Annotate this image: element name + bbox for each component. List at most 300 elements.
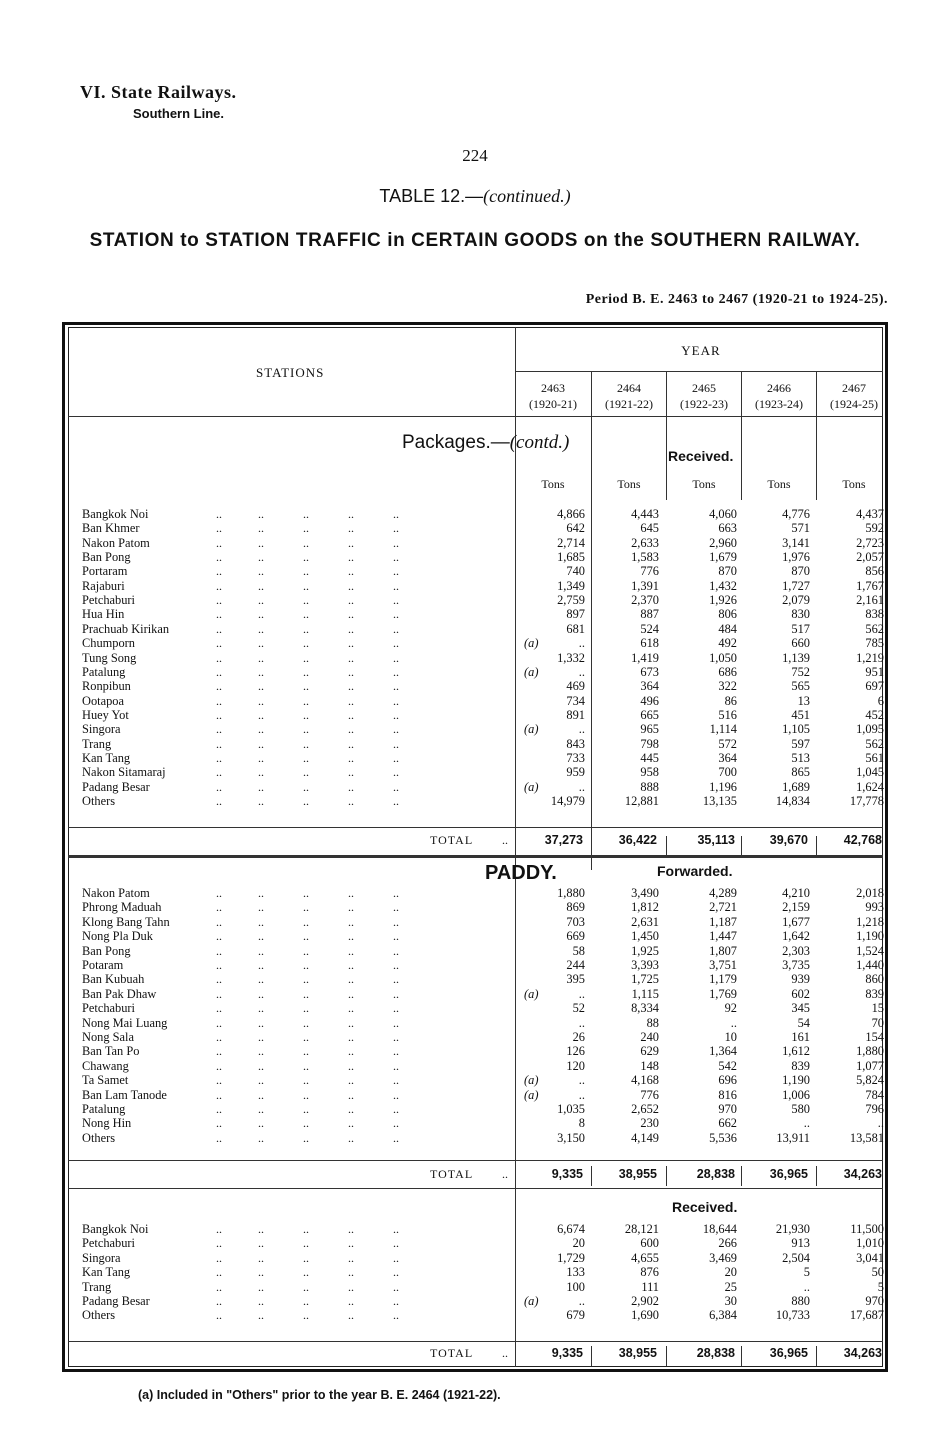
cell-value: 642 bbox=[566, 521, 585, 536]
unit-label: Tons bbox=[541, 477, 565, 491]
total-value: 36,422 bbox=[618, 833, 657, 847]
cell-value: 13,581 bbox=[849, 1130, 884, 1145]
cell-value: 2,159 bbox=[782, 900, 810, 915]
cell-value: 562 bbox=[865, 621, 884, 636]
year-column-header-2467 bbox=[816, 380, 892, 412]
year-ad: (1923-24) bbox=[755, 397, 803, 411]
paddy-forwarded-row bbox=[0, 958, 950, 972]
cell-value: 839 bbox=[791, 1058, 810, 1073]
year-be: 2463 bbox=[541, 381, 565, 395]
footnote: (a) Included in "Others" prior to the year B. E. 2464 (1921-22). bbox=[138, 1388, 501, 1402]
cell-value: 1,035 bbox=[557, 1102, 585, 1116]
cell-value: 700 bbox=[718, 765, 737, 780]
leader-dots: .. .. .. .. .. bbox=[216, 550, 399, 565]
leader-dots: .. .. .. .. .. bbox=[216, 1294, 399, 1308]
row-rule bbox=[68, 1160, 883, 1161]
year-be: 2466 bbox=[767, 381, 791, 395]
cell-value: 1,139 bbox=[782, 650, 810, 665]
cell-value: 20 bbox=[724, 1265, 737, 1280]
cell-value: 897 bbox=[566, 607, 585, 622]
cell-value: 8,334 bbox=[631, 1001, 659, 1016]
cell-value: 1,880 bbox=[856, 1044, 884, 1059]
station-name: Ban Lam Tanode bbox=[82, 1087, 167, 1102]
cell-value: 1,364 bbox=[709, 1044, 737, 1059]
cell-value: 1,332 bbox=[557, 650, 585, 665]
cell-value: 120 bbox=[566, 1058, 585, 1073]
total-label: TOTAL bbox=[430, 833, 474, 847]
cell-value: 1,729 bbox=[557, 1250, 585, 1265]
paddy-received-row bbox=[0, 1294, 950, 1308]
station-name: Nong Hin bbox=[82, 1116, 132, 1131]
cell-value: 839 bbox=[865, 986, 884, 1001]
table-continued: (continued.) bbox=[483, 186, 571, 206]
station-name: Huey Yot bbox=[82, 707, 129, 722]
year-column-header-2463 bbox=[515, 380, 591, 412]
leader-dots: .. .. .. .. .. bbox=[216, 1030, 399, 1044]
station-name: Nakon Patom bbox=[82, 535, 150, 550]
station-name: Rajaburi bbox=[82, 578, 125, 593]
cell-value: 10,733 bbox=[775, 1308, 810, 1323]
station-name: Padang Besar bbox=[82, 779, 150, 794]
year-ad: (1920-21) bbox=[529, 397, 577, 411]
year-column-header-2464 bbox=[591, 380, 667, 412]
cell-value: 1,679 bbox=[709, 550, 737, 565]
cell-value: 4,655 bbox=[631, 1250, 659, 1265]
stations-header: STATIONS bbox=[256, 365, 325, 380]
total-value: 28,838 bbox=[696, 1346, 735, 1360]
cell-value: 1,690 bbox=[631, 1308, 659, 1323]
cell-value: 970 bbox=[865, 1294, 884, 1308]
station-name: Ban Pong bbox=[82, 550, 131, 565]
cell-value: 663 bbox=[718, 521, 737, 536]
paddy-forwarded-row bbox=[0, 1044, 950, 1058]
row-rule bbox=[68, 1341, 883, 1342]
paddy-received-row bbox=[0, 1280, 950, 1294]
station-name: Phrong Maduah bbox=[82, 900, 162, 915]
cell-value: 524 bbox=[640, 621, 659, 636]
year-be: 2464 bbox=[617, 381, 641, 395]
cell-value: 240 bbox=[640, 1030, 659, 1044]
unit-label: Tons bbox=[617, 477, 641, 491]
cell-value: 1,524 bbox=[856, 943, 884, 958]
cell-value: 2,018 bbox=[856, 886, 884, 900]
cell-value: 562 bbox=[865, 736, 884, 751]
cell-value: 571 bbox=[791, 521, 810, 536]
cell-value: 4,776 bbox=[782, 507, 810, 521]
section-subtitle: Southern Line. bbox=[133, 106, 224, 121]
cell-value: 776 bbox=[640, 1087, 659, 1102]
cell-value: 959 bbox=[566, 765, 585, 780]
station-name: Petchaburi bbox=[82, 1236, 135, 1251]
cell-value: 50 bbox=[871, 1265, 884, 1280]
cell-value: 70 bbox=[871, 1015, 884, 1030]
cell-value: 752 bbox=[791, 664, 810, 679]
paddy-forwarded-row bbox=[0, 944, 950, 958]
paddy-forwarded-row bbox=[0, 1001, 950, 1015]
cell-value: 1,725 bbox=[631, 972, 659, 987]
cell-value: 572 bbox=[718, 736, 737, 751]
total-value: 36,965 bbox=[769, 1167, 808, 1181]
packages-row bbox=[0, 665, 950, 679]
cell-value: 4,168 bbox=[631, 1073, 659, 1088]
total-value: 9,335 bbox=[551, 1167, 583, 1181]
cell-value: 13 bbox=[797, 693, 810, 708]
paddy-forwarded-row bbox=[0, 1088, 950, 1102]
paddy-forwarded-row bbox=[0, 1116, 950, 1130]
station-name: Ronpibun bbox=[82, 679, 131, 694]
cell-value: .. bbox=[578, 986, 585, 1001]
cell-value: 600 bbox=[640, 1236, 659, 1251]
cell-value: 244 bbox=[566, 958, 585, 972]
leader-dots: .. .. .. .. .. bbox=[216, 736, 399, 751]
paddy-title: PADDY. bbox=[485, 862, 557, 884]
leader-dots: .. .. .. .. .. bbox=[216, 914, 399, 929]
cell-value: .. bbox=[578, 1087, 585, 1102]
cell-value: 3,393 bbox=[631, 958, 659, 972]
paddy-forwarded-row bbox=[0, 900, 950, 914]
cell-value: 542 bbox=[718, 1058, 737, 1073]
station-name: Ta Samet bbox=[82, 1073, 129, 1088]
cell-value: 796 bbox=[865, 1102, 884, 1116]
cell-value: 830 bbox=[791, 607, 810, 622]
total-value: 28,838 bbox=[696, 1167, 735, 1181]
packages-row bbox=[0, 579, 950, 593]
station-name: Padang Besar bbox=[82, 1294, 150, 1308]
packages-row bbox=[0, 521, 950, 535]
cell-value: 843 bbox=[566, 736, 585, 751]
cell-value: 734 bbox=[566, 693, 585, 708]
cell-value: 1,450 bbox=[631, 929, 659, 944]
paddy-forwarded-row bbox=[0, 972, 950, 986]
cell-value: .. bbox=[730, 1015, 737, 1030]
cell-value: 806 bbox=[718, 607, 737, 622]
cell-value: 1,612 bbox=[782, 1044, 810, 1059]
packages-row bbox=[0, 564, 950, 578]
cell-value: 1,689 bbox=[782, 779, 810, 794]
cell-value: 17,778 bbox=[849, 794, 884, 808]
year-be: 2467 bbox=[842, 381, 866, 395]
cell-value: 618 bbox=[640, 636, 659, 651]
leader-dots: .. .. .. .. .. bbox=[216, 693, 399, 708]
paddy-received-total-row bbox=[0, 1346, 950, 1360]
cell-value: 1,685 bbox=[557, 550, 585, 565]
cell-value: 733 bbox=[566, 750, 585, 765]
cell-value: 939 bbox=[791, 972, 810, 987]
station-name: Nong Sala bbox=[82, 1030, 134, 1044]
station-name: Prachuab Kirikan bbox=[82, 621, 170, 636]
cell-value: 951 bbox=[865, 664, 884, 679]
row-rule bbox=[68, 416, 883, 417]
cell-value: 1,767 bbox=[856, 578, 884, 593]
cell-value: 6,674 bbox=[557, 1222, 585, 1236]
row-rule bbox=[68, 827, 883, 828]
paddy-forwarded-row bbox=[0, 1073, 950, 1087]
cell-value: 1,807 bbox=[709, 943, 737, 958]
packages-row bbox=[0, 708, 950, 722]
station-name: Potaram bbox=[82, 958, 124, 972]
footnote-marker: (a) bbox=[524, 636, 539, 651]
cell-value: 4,060 bbox=[709, 507, 737, 521]
station-name: Portaram bbox=[82, 564, 128, 579]
cell-value: 580 bbox=[791, 1102, 810, 1116]
cell-value: 1,432 bbox=[709, 578, 737, 593]
leader-dots: .. .. .. .. .. bbox=[216, 1001, 399, 1016]
leader-dots: .. .. .. .. .. bbox=[216, 636, 399, 651]
cell-value: 20 bbox=[572, 1236, 585, 1251]
year-ad: (1922-23) bbox=[680, 397, 728, 411]
station-name: Nong Mai Luang bbox=[82, 1015, 168, 1030]
station-name: Bangkok Noi bbox=[82, 1222, 149, 1236]
cell-value: 696 bbox=[718, 1073, 737, 1088]
cell-value: 681 bbox=[566, 621, 585, 636]
packages-row bbox=[0, 765, 950, 779]
cell-value: 154 bbox=[865, 1030, 884, 1044]
cell-value: 2,161 bbox=[856, 593, 884, 608]
cell-value: 445 bbox=[640, 750, 659, 765]
leader-dots: .. .. .. .. .. bbox=[216, 1044, 399, 1059]
cell-value: 1,812 bbox=[631, 900, 659, 915]
packages-row bbox=[0, 550, 950, 564]
cell-value: .. bbox=[578, 636, 585, 651]
cell-value: .. bbox=[578, 1073, 585, 1088]
cell-value: 686 bbox=[718, 664, 737, 679]
station-name: Nong Pla Duk bbox=[82, 929, 153, 944]
cell-value: 148 bbox=[640, 1058, 659, 1073]
cell-value: 4,866 bbox=[557, 507, 585, 521]
leader-dots: .. .. .. .. .. bbox=[216, 1015, 399, 1030]
cell-value: 703 bbox=[566, 914, 585, 929]
year-header: YEAR bbox=[681, 343, 721, 358]
cell-value: 673 bbox=[640, 664, 659, 679]
cell-value: 2,714 bbox=[557, 535, 585, 550]
cell-value: 1,050 bbox=[709, 650, 737, 665]
cell-value: 11,500 bbox=[850, 1222, 884, 1236]
cell-value: 887 bbox=[640, 607, 659, 622]
cell-value: 3,469 bbox=[709, 1250, 737, 1265]
cell-value: 28,121 bbox=[624, 1222, 659, 1236]
cell-value: 1,349 bbox=[557, 578, 585, 593]
year-ad: (1924-25) bbox=[830, 397, 878, 411]
year-column-header-2465 bbox=[666, 380, 742, 412]
cell-value: 838 bbox=[865, 607, 884, 622]
leader-dots: .. .. .. .. .. bbox=[216, 958, 399, 972]
cell-value: 322 bbox=[718, 679, 737, 694]
paddy-forwarded-row bbox=[0, 915, 950, 929]
station-name: Singora bbox=[82, 722, 121, 737]
station-name: Others bbox=[82, 794, 116, 808]
station-name: Klong Bang Tahn bbox=[82, 914, 170, 929]
cell-value: 629 bbox=[640, 1044, 659, 1059]
cell-value: 1,769 bbox=[709, 986, 737, 1001]
cell-value: 4,289 bbox=[709, 886, 737, 900]
cell-value: 2,723 bbox=[856, 535, 884, 550]
leader-dots: .. .. .. .. .. bbox=[216, 1073, 399, 1088]
cell-value: 6 bbox=[877, 693, 884, 708]
leader-dots: .. .. .. .. .. bbox=[216, 1236, 399, 1251]
cell-value: 2,079 bbox=[782, 593, 810, 608]
cell-value: 1,179 bbox=[709, 972, 737, 987]
cell-value: 697 bbox=[865, 679, 884, 694]
cell-value: 870 bbox=[718, 564, 737, 579]
paddy-forwarded-row bbox=[0, 1102, 950, 1116]
cell-value: 776 bbox=[640, 564, 659, 579]
cell-value: 484 bbox=[718, 621, 737, 636]
leader-dots: .. .. .. .. .. bbox=[216, 607, 399, 622]
cell-value: 13,911 bbox=[776, 1130, 810, 1145]
station-name: Chawang bbox=[82, 1058, 129, 1073]
leader-dots: .. bbox=[502, 1346, 508, 1360]
packages-row bbox=[0, 722, 950, 736]
total-value: 9,335 bbox=[551, 1346, 583, 1360]
cell-value: .. bbox=[578, 722, 585, 737]
leader-dots: .. .. .. .. .. bbox=[216, 972, 399, 987]
paddy-forwarded-label: Forwarded. bbox=[657, 863, 733, 879]
cell-value: 2,303 bbox=[782, 943, 810, 958]
cell-value: 1,624 bbox=[856, 779, 884, 794]
cell-value: 1,105 bbox=[782, 722, 810, 737]
packages-total-row bbox=[0, 833, 950, 847]
year-ad: (1921-22) bbox=[605, 397, 653, 411]
cell-value: 6,384 bbox=[709, 1308, 737, 1323]
paddy-forwarded-row bbox=[0, 929, 950, 943]
leader-dots: .. .. .. .. .. bbox=[216, 886, 399, 900]
leader-dots: .. .. .. .. .. bbox=[216, 722, 399, 737]
total-value: 37,273 bbox=[544, 833, 583, 847]
cell-value: 660 bbox=[791, 636, 810, 651]
leader-dots: .. .. .. .. .. bbox=[216, 1279, 399, 1294]
cell-value: 451 bbox=[791, 707, 810, 722]
leader-dots: .. .. .. .. .. bbox=[216, 929, 399, 944]
paddy-received-row bbox=[0, 1236, 950, 1250]
leader-dots: .. .. .. .. .. bbox=[216, 1222, 399, 1236]
cell-value: 5,824 bbox=[856, 1073, 884, 1088]
cell-value: 2,633 bbox=[631, 535, 659, 550]
cell-value: 1,642 bbox=[782, 929, 810, 944]
station-name: Patalung bbox=[82, 1102, 126, 1116]
cell-value: 4,443 bbox=[631, 507, 659, 521]
cell-value: 54 bbox=[797, 1015, 810, 1030]
cell-value: 1,976 bbox=[782, 550, 810, 565]
leader-dots: .. bbox=[502, 833, 508, 847]
cell-value: 784 bbox=[865, 1087, 884, 1102]
cell-value: 679 bbox=[566, 1308, 585, 1323]
cell-value: 1,219 bbox=[856, 650, 884, 665]
total-value: 38,955 bbox=[618, 1346, 657, 1360]
packages-row bbox=[0, 607, 950, 621]
cell-value: 2,721 bbox=[709, 900, 737, 915]
cell-value: 496 bbox=[640, 693, 659, 708]
cell-value: 1,196 bbox=[709, 779, 737, 794]
cell-value: 1,190 bbox=[782, 1073, 810, 1088]
cell-value: 12,881 bbox=[624, 794, 659, 808]
cell-value: 565 bbox=[791, 679, 810, 694]
leader-dots: .. .. .. .. .. bbox=[216, 621, 399, 636]
paddy-forwarded-row bbox=[0, 1131, 950, 1145]
leader-dots: .. .. .. .. .. bbox=[216, 750, 399, 765]
cell-value: 860 bbox=[865, 972, 884, 987]
cell-value: 364 bbox=[718, 750, 737, 765]
station-name: Trang bbox=[82, 736, 112, 751]
cell-value: 14,834 bbox=[775, 794, 810, 808]
station-name: Nakon Sitamaraj bbox=[82, 765, 166, 780]
cell-value: 100 bbox=[566, 1279, 585, 1294]
cell-value: 25 bbox=[724, 1279, 737, 1294]
cell-value: 1,095 bbox=[856, 722, 884, 737]
unit-label: Tons bbox=[692, 477, 716, 491]
cell-value: 5,536 bbox=[709, 1130, 737, 1145]
packages-row bbox=[0, 651, 950, 665]
cell-value: 2,960 bbox=[709, 535, 737, 550]
total-value: 35,113 bbox=[697, 833, 735, 847]
cell-value: 1,880 bbox=[557, 886, 585, 900]
packages-title-text: Packages.— bbox=[402, 432, 510, 453]
leader-dots: .. .. .. .. .. bbox=[216, 679, 399, 694]
station-name: Others bbox=[82, 1130, 116, 1145]
cell-value: 469 bbox=[566, 679, 585, 694]
total-label: TOTAL bbox=[430, 1167, 474, 1181]
cell-value: 3,141 bbox=[782, 535, 810, 550]
leader-dots: .. .. .. .. .. bbox=[216, 535, 399, 550]
cell-value: 5 bbox=[803, 1265, 810, 1280]
leader-dots: .. .. .. .. .. bbox=[216, 564, 399, 579]
cell-value: 3,751 bbox=[709, 958, 737, 972]
cell-value: 17,687 bbox=[849, 1308, 884, 1323]
cell-value: 513 bbox=[791, 750, 810, 765]
period-line: Period B. E. 2463 to 2467 (1920-21 to 1924-25). bbox=[585, 292, 888, 307]
cell-value: 913 bbox=[791, 1236, 810, 1251]
cell-value: 798 bbox=[640, 736, 659, 751]
station-name: Chumporn bbox=[82, 636, 136, 651]
cell-value: 2,057 bbox=[856, 550, 884, 565]
packages-row bbox=[0, 536, 950, 550]
cell-value: 111 bbox=[641, 1279, 659, 1294]
packages-row bbox=[0, 679, 950, 693]
cell-value: 1,583 bbox=[631, 550, 659, 565]
cell-value: 1,677 bbox=[782, 914, 810, 929]
total-value: 34,263 bbox=[843, 1167, 882, 1181]
leader-dots: .. .. .. .. .. bbox=[216, 1087, 399, 1102]
packages-row bbox=[0, 794, 950, 808]
leader-dots: .. .. .. .. .. bbox=[216, 794, 399, 808]
cell-value: 266 bbox=[718, 1236, 737, 1251]
cell-value: .. bbox=[578, 664, 585, 679]
footnote-marker: (a) bbox=[524, 664, 539, 679]
paddy-forwarded-row bbox=[0, 987, 950, 1001]
row-rule bbox=[68, 855, 883, 858]
cell-value: 452 bbox=[865, 707, 884, 722]
cell-value: 1,926 bbox=[709, 593, 737, 608]
packages-row bbox=[0, 737, 950, 751]
cell-value: 669 bbox=[566, 929, 585, 944]
leader-dots: .. .. .. .. .. bbox=[216, 650, 399, 665]
cell-value: 1,727 bbox=[782, 578, 810, 593]
cell-value: 1,006 bbox=[782, 1087, 810, 1102]
cell-value: 15 bbox=[871, 1001, 884, 1016]
cell-value: 3,490 bbox=[631, 886, 659, 900]
leader-dots: .. .. .. .. .. bbox=[216, 986, 399, 1001]
unit-label: Tons bbox=[767, 477, 791, 491]
cell-value: 4,210 bbox=[782, 886, 810, 900]
cell-value: 602 bbox=[791, 986, 810, 1001]
cell-value: 1,187 bbox=[709, 914, 737, 929]
cell-value: 2,652 bbox=[631, 1102, 659, 1116]
leader-dots: .. .. .. .. .. bbox=[216, 1265, 399, 1280]
station-name: Kan Tang bbox=[82, 1265, 131, 1280]
cell-value: 876 bbox=[640, 1265, 659, 1280]
cell-value: 1,077 bbox=[856, 1058, 884, 1073]
leader-dots: .. .. .. .. .. bbox=[216, 900, 399, 915]
station-name: Patalung bbox=[82, 664, 126, 679]
